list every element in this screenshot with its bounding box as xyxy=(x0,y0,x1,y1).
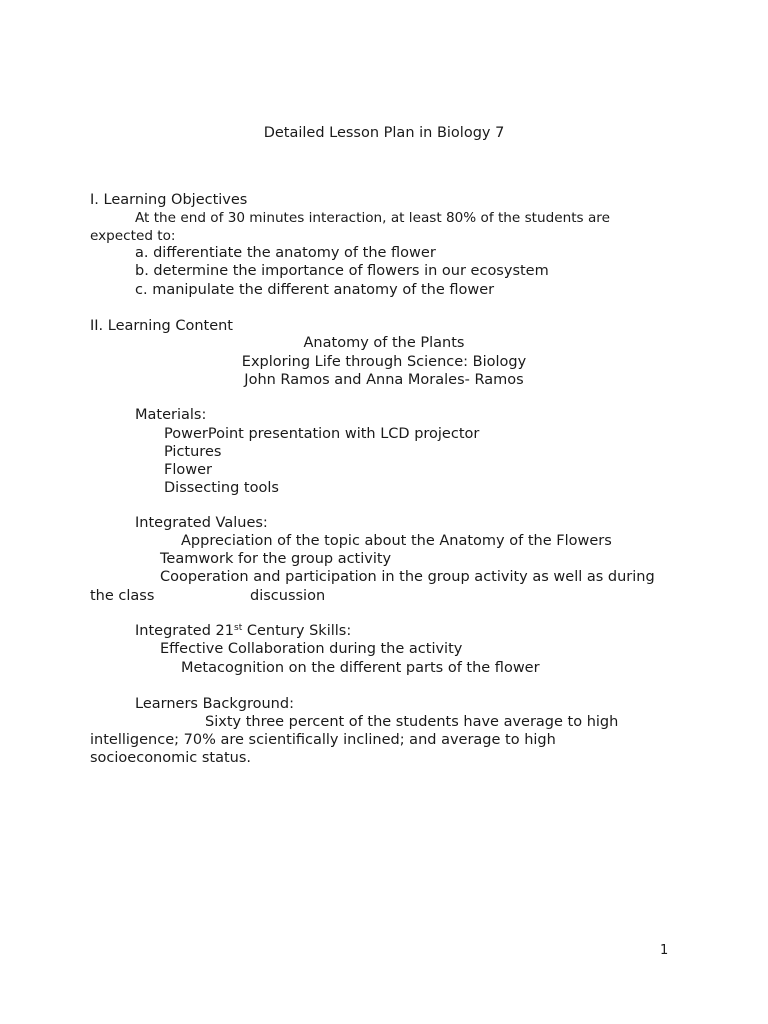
material-item: Pictures xyxy=(164,444,222,460)
material-item: Dissecting tools xyxy=(164,480,279,496)
objective-item: b. determine the importance of flowers in our ecosystem xyxy=(135,263,549,279)
background-heading: Learners Background: xyxy=(135,696,294,712)
value-item: Appreciation of the topic about the Anatomy of the Flowers xyxy=(181,533,612,549)
value-item-continuation: discussion xyxy=(250,588,326,604)
objectives-intro-line-1: At the end of 30 minutes interaction, at least 80% of the students are xyxy=(135,210,610,226)
skill-item: Effective Collaboration during the activity xyxy=(160,641,463,657)
values-heading: Integrated Values: xyxy=(135,515,268,531)
materials-heading: Materials: xyxy=(135,407,207,423)
value-item-continuation: the class xyxy=(90,588,155,604)
page-number: 1 xyxy=(660,943,669,958)
skills-heading-text: Century Skills: xyxy=(242,623,352,639)
skill-item: Metacognition on the different parts of the flower xyxy=(181,660,540,676)
objectives-heading: I. Learning Objectives xyxy=(90,192,248,208)
skills-heading-superscript: st xyxy=(234,623,243,633)
skills-heading xyxy=(135,622,351,640)
content-topic: Anatomy of the Plants xyxy=(303,335,465,351)
value-item: Teamwork for the group activity xyxy=(160,551,392,567)
content-reference: Exploring Life through Science: Biology xyxy=(241,354,527,370)
objective-item: c. manipulate the different anatomy of the flower xyxy=(135,282,495,298)
material-item: PowerPoint presentation with LCD projector xyxy=(164,426,480,442)
value-item: Cooperation and participation in the group activity as well as during xyxy=(160,569,655,585)
content-heading: II. Learning Content xyxy=(90,318,233,334)
material-item: Flower xyxy=(164,462,212,478)
content-authors: John Ramos and Anna Morales- Ramos xyxy=(244,372,524,388)
skills-heading-text: Integrated 21 xyxy=(135,623,234,639)
objective-item: a. differentiate the anatomy of the flower xyxy=(135,245,436,261)
background-text-line: Sixty three percent of the students have average to high xyxy=(205,714,619,730)
document-title: Detailed Lesson Plan in Biology 7 xyxy=(263,125,505,141)
objectives-intro-line-2: expected to: xyxy=(90,228,176,244)
background-text-line: socioeconomic status. xyxy=(90,750,252,766)
background-text-line: intelligence; 70% are scientifically inclined; and average to high xyxy=(90,732,556,748)
